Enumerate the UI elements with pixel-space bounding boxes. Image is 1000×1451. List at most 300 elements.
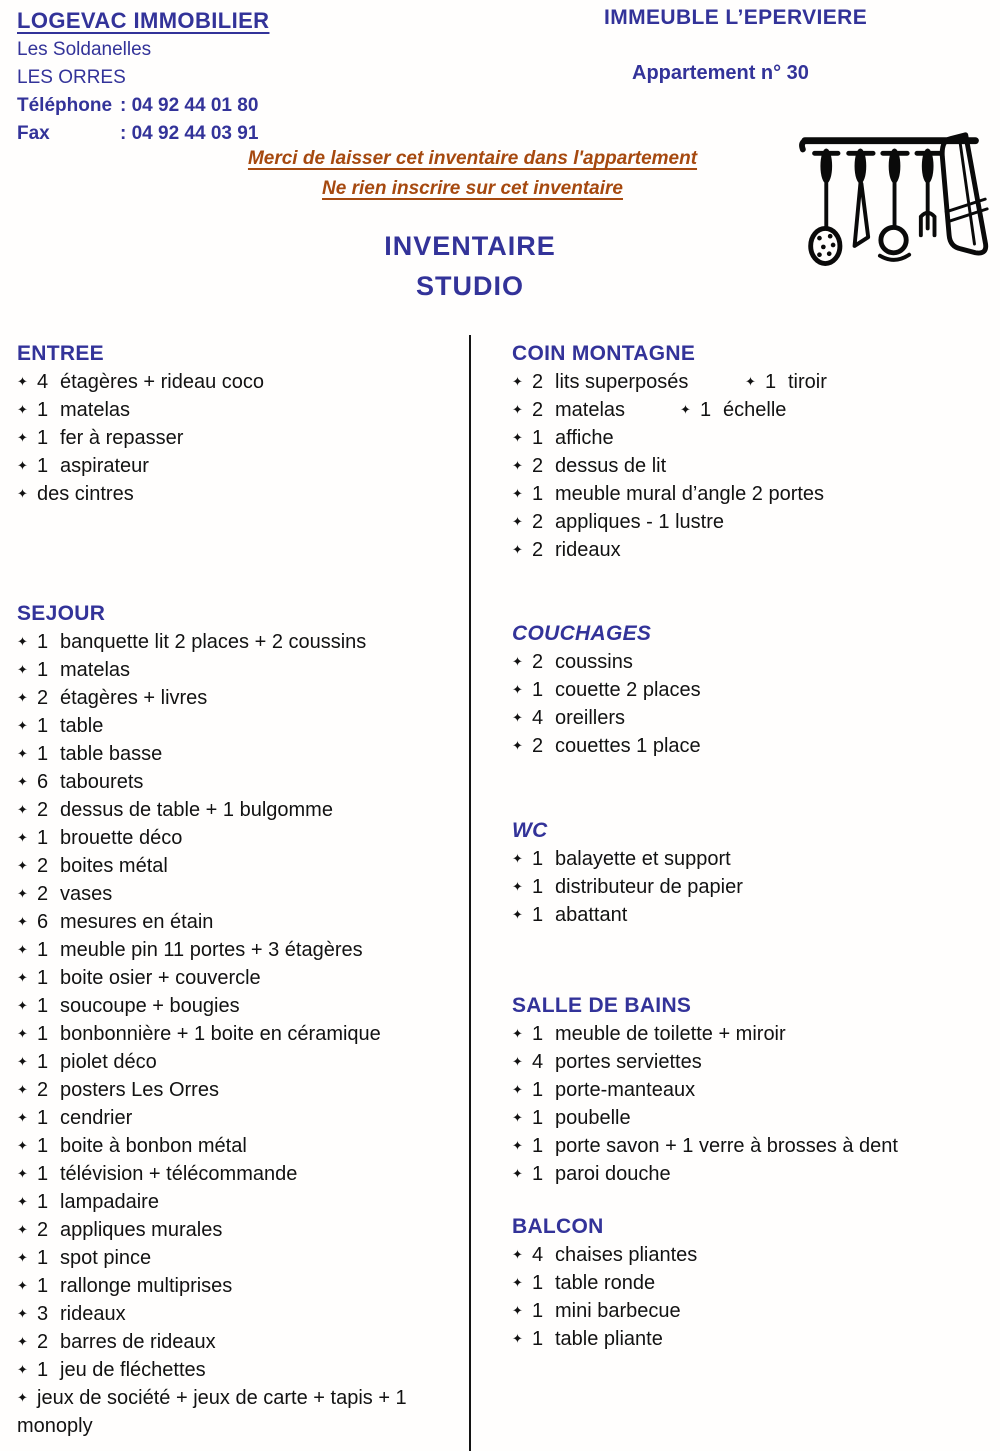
item-label: étagères + rideau coco (60, 371, 265, 393)
fax-label: Fax (17, 123, 50, 144)
diamond-bullet-icon: ✦ (17, 458, 28, 473)
inventory-item (17, 880, 465, 908)
item-part (17, 371, 264, 393)
diamond-bullet-icon: ✦ (17, 634, 28, 649)
agency-header (17, 6, 269, 148)
item-part (512, 1300, 681, 1322)
inventory-item (17, 964, 465, 992)
section-heading-sejour: SEJOUR (17, 602, 106, 625)
item-part (512, 511, 724, 533)
item-part (512, 904, 627, 926)
diamond-bullet-icon: ✦ (17, 746, 28, 761)
item-quantity: 1 (37, 455, 49, 477)
item-quantity: 1 (532, 427, 544, 449)
diamond-bullet-icon: ✦ (512, 458, 523, 473)
item-part (17, 1191, 159, 1213)
diamond-bullet-icon: ✦ (17, 942, 28, 957)
item-label: spot pince (60, 1247, 152, 1269)
diamond-bullet-icon: ✦ (17, 1026, 28, 1041)
item-quantity: 1 (37, 1051, 49, 1073)
diamond-bullet-icon: ✦ (745, 374, 756, 389)
diamond-bullet-icon: ✦ (512, 1275, 523, 1290)
item-quantity: 2 (532, 371, 544, 393)
item-quantity: 2 (532, 455, 544, 477)
item-part (17, 399, 130, 421)
item-quantity: 1 (37, 1023, 49, 1045)
diamond-bullet-icon: ✦ (17, 430, 28, 445)
item-label: boite à bonbon métal (60, 1135, 247, 1157)
item-label: posters Les Orres (60, 1079, 219, 1101)
item-label: meuble de toilette + miroir (555, 1023, 786, 1045)
item-label: vases (60, 883, 113, 905)
phone-label: Téléphone (17, 95, 113, 116)
inventory-item (17, 1048, 465, 1076)
diamond-bullet-icon: ✦ (17, 1362, 28, 1377)
item-label: affiche (555, 427, 614, 449)
item-quantity: 3 (37, 1303, 49, 1325)
inventory-item (17, 1020, 465, 1048)
item-part (17, 967, 261, 989)
inventory-item (17, 1244, 465, 1272)
item-part (512, 1107, 631, 1129)
apartment-number: Appartement n° 30 (632, 62, 809, 84)
item-label: couette 2 places (555, 679, 701, 701)
item-quantity: 1 (37, 659, 49, 681)
item-part (17, 1051, 157, 1073)
section-wc (512, 817, 998, 929)
notice-line-1: Merci de laisser cet inventaire dans l'appartement (247, 148, 698, 169)
item-part (512, 1163, 671, 1185)
item-part (17, 715, 103, 737)
item-label: table basse (60, 743, 163, 765)
diamond-bullet-icon: ✦ (17, 1334, 28, 1349)
item-quantity: 1 (532, 904, 544, 926)
item-quantity: 2 (37, 855, 49, 877)
inventory-item (512, 901, 998, 929)
item-quantity: 1 (37, 1359, 49, 1381)
document-title (0, 226, 940, 306)
inventory-item (17, 1104, 465, 1132)
diamond-bullet-icon: ✦ (17, 1054, 28, 1069)
item-part (512, 1135, 898, 1157)
item-quantity: 2 (532, 651, 544, 673)
item-part (512, 399, 625, 421)
item-label: échelle (723, 399, 787, 421)
item-label: matelas (555, 399, 626, 421)
item-part (17, 1275, 232, 1297)
inventory-item (17, 740, 465, 768)
diamond-bullet-icon: ✦ (512, 1026, 523, 1041)
item-part (17, 1107, 132, 1129)
inventory-item (512, 424, 998, 452)
section-heading-salle-de-bains: SALLE DE BAINS (512, 994, 692, 1017)
item-label: chaises pliantes (555, 1244, 698, 1266)
item-label: table ronde (555, 1272, 656, 1294)
inventory-item (17, 684, 465, 712)
inventory-item (512, 648, 998, 676)
item-part (17, 1359, 206, 1381)
section-sejour (17, 600, 465, 1440)
item-part (17, 995, 240, 1017)
diamond-bullet-icon: ✦ (17, 402, 28, 417)
inventory-item (512, 508, 998, 536)
building-name: IMMEUBLE L’EPERVIERE (604, 6, 868, 29)
item-part (17, 1163, 297, 1185)
item-part (17, 939, 363, 961)
section-heading-balcon: BALCON (512, 1215, 604, 1238)
diamond-bullet-icon: ✦ (17, 1194, 28, 1209)
item-part (512, 483, 824, 505)
item-quantity: 2 (37, 1331, 49, 1353)
diamond-bullet-icon: ✦ (512, 654, 523, 669)
item-label: meuble pin 11 portes + 3 étagères (60, 939, 363, 961)
diamond-bullet-icon: ✦ (512, 1138, 523, 1153)
item-quantity: 1 (532, 1079, 544, 1101)
item-quantity: 2 (37, 687, 49, 709)
residence-name: Les Soldanelles (17, 39, 152, 60)
item-label: appliques murales (60, 1219, 223, 1241)
diamond-bullet-icon: ✦ (17, 802, 28, 817)
inventory-item (512, 1160, 998, 1188)
title-line-2: STUDIO (415, 271, 524, 301)
item-part (512, 679, 701, 701)
inventory-item (17, 1188, 465, 1216)
item-quantity: 2 (532, 539, 544, 561)
city-name: LES ORRES (17, 67, 126, 88)
item-quantity: 6 (37, 771, 49, 793)
item-quantity: 2 (37, 883, 49, 905)
diamond-bullet-icon: ✦ (17, 1110, 28, 1125)
phone-line (17, 92, 269, 120)
item-label: couettes 1 place (555, 735, 701, 757)
item-part (17, 427, 183, 449)
item-label: portes serviettes (555, 1051, 702, 1073)
inventory-item (17, 852, 465, 880)
item-label: barres de rideaux (60, 1331, 216, 1353)
item-quantity: 1 (37, 427, 49, 449)
notice-line-2: Ne rien inscrire sur cet inventaire (322, 178, 623, 199)
inventory-item (17, 936, 465, 964)
item-label: jeu de fléchettes (60, 1359, 206, 1381)
item-quantity: 2 (532, 735, 544, 757)
diamond-bullet-icon: ✦ (512, 542, 523, 557)
inventory-item (17, 1356, 465, 1384)
diamond-bullet-icon: ✦ (17, 374, 28, 389)
section-item-list (17, 368, 465, 508)
item-quantity: 1 (37, 1163, 49, 1185)
inventory-item (512, 536, 998, 564)
item-part (17, 1247, 151, 1269)
item-part (512, 1272, 655, 1294)
right-column (512, 335, 998, 1353)
inventory-item (512, 676, 998, 704)
item-quantity: 4 (532, 707, 544, 729)
item-part (512, 707, 625, 729)
item-label: matelas (60, 659, 131, 681)
item-label: cendrier (60, 1107, 133, 1129)
inventory-item (17, 768, 465, 796)
inventory-item (17, 908, 465, 936)
item-part (680, 396, 786, 424)
item-part (17, 743, 162, 765)
item-label: piolet déco (60, 1051, 157, 1073)
fax-colon: : (120, 123, 127, 144)
item-quantity: 1 (532, 1272, 544, 1294)
item-part (512, 848, 731, 870)
diamond-bullet-icon: ✦ (17, 1222, 28, 1237)
item-quantity: 6 (37, 911, 49, 933)
inventory-item (512, 732, 998, 760)
inventory-item (512, 1076, 998, 1104)
diamond-bullet-icon: ✦ (17, 886, 28, 901)
inventory-item (512, 1269, 998, 1297)
item-label: lampadaire (60, 1191, 159, 1213)
inventory-item (17, 452, 465, 480)
diamond-bullet-icon: ✦ (17, 1166, 28, 1181)
item-part (17, 1303, 126, 1325)
diamond-bullet-icon: ✦ (17, 1138, 28, 1153)
diamond-bullet-icon: ✦ (17, 970, 28, 985)
item-label: tiroir (788, 371, 827, 393)
item-quantity: 1 (532, 1163, 544, 1185)
diamond-bullet-icon: ✦ (17, 1306, 28, 1321)
section-heading-couchages: COUCHAGES (512, 622, 652, 645)
item-part (17, 687, 207, 709)
inventory-item (512, 1241, 998, 1269)
diamond-bullet-icon: ✦ (17, 998, 28, 1013)
item-quantity: 1 (37, 743, 49, 765)
diamond-bullet-icon: ✦ (17, 1390, 28, 1405)
section-couchages (512, 620, 998, 760)
item-quantity: 1 (700, 399, 712, 421)
item-part (17, 883, 112, 905)
item-part (17, 1079, 219, 1101)
inventory-item (512, 1297, 998, 1325)
item-quantity: 1 (37, 1275, 49, 1297)
inventory-item (17, 796, 465, 824)
item-part (512, 1244, 697, 1266)
section-heading-wc: WC (512, 819, 548, 842)
section-heading-entree: ENTREE (17, 342, 104, 365)
item-quantity: 1 (37, 1191, 49, 1213)
item-label: oreillers (555, 707, 626, 729)
inventory-item (17, 628, 465, 656)
left-column (17, 335, 465, 1440)
inventory-item (17, 424, 465, 452)
item-part (512, 455, 666, 477)
item-label: balayette et support (555, 848, 731, 870)
inventory-item (17, 656, 465, 684)
item-label: aspirateur (60, 455, 149, 477)
item-part (17, 659, 130, 681)
item-quantity: 2 (532, 399, 544, 421)
item-label: porte-manteaux (555, 1079, 696, 1101)
item-part (512, 1023, 786, 1045)
diamond-bullet-icon: ✦ (17, 830, 28, 845)
inventory-item (17, 368, 465, 396)
item-quantity: 1 (37, 715, 49, 737)
section-item-list (17, 628, 465, 1440)
item-part (17, 827, 182, 849)
diamond-bullet-icon: ✦ (17, 1082, 28, 1097)
item-quantity: 1 (37, 631, 49, 653)
diamond-bullet-icon: ✦ (512, 1110, 523, 1125)
diamond-bullet-icon: ✦ (512, 1166, 523, 1181)
item-quantity: 2 (37, 799, 49, 821)
item-label: étagères + livres (60, 687, 208, 709)
inventory-item (17, 480, 465, 508)
item-quantity: 1 (532, 1300, 544, 1322)
inventory-item (512, 368, 998, 396)
inventory-item (17, 1216, 465, 1244)
item-part (512, 539, 621, 561)
inventory-item (512, 452, 998, 480)
item-part (512, 427, 614, 449)
item-part (17, 455, 149, 477)
item-label: bonbonnière + 1 boite en céramique (60, 1023, 381, 1045)
item-part (17, 631, 366, 653)
inventory-item (512, 480, 998, 508)
item-label: dessus de lit (555, 455, 667, 477)
title-line-1: INVENTAIRE (384, 231, 556, 261)
item-quantity: 2 (37, 1079, 49, 1101)
inventory-item (512, 1132, 998, 1160)
item-quantity: 1 (532, 848, 544, 870)
item-label: table pliante (555, 1328, 663, 1350)
item-label: fer à repasser (60, 427, 184, 449)
diamond-bullet-icon: ✦ (512, 879, 523, 894)
diamond-bullet-icon: ✦ (17, 1278, 28, 1293)
item-label: rallonge multiprises (60, 1275, 233, 1297)
diamond-bullet-icon: ✦ (17, 690, 28, 705)
item-part (17, 1387, 407, 1437)
section-item-list (512, 845, 998, 929)
diamond-bullet-icon: ✦ (512, 738, 523, 753)
section-item-list (512, 1241, 998, 1353)
item-label: boite osier + couvercle (60, 967, 261, 989)
item-quantity: 1 (532, 1135, 544, 1157)
inventory-item (17, 1272, 465, 1300)
item-part (512, 876, 743, 898)
section-heading-coin-montagne: COIN MONTAGNE (512, 342, 696, 365)
diamond-bullet-icon: ✦ (512, 1054, 523, 1069)
item-label: tabourets (60, 771, 144, 793)
item-part (17, 1023, 381, 1045)
diamond-bullet-icon: ✦ (17, 914, 28, 929)
section-item-list (512, 1020, 998, 1188)
diamond-bullet-icon: ✦ (512, 907, 523, 922)
inventory-item (17, 1328, 465, 1356)
item-quantity: 1 (37, 827, 49, 849)
item-label: dessus de table + 1 bulgomme (60, 799, 333, 821)
item-quantity: 1 (37, 1107, 49, 1129)
diamond-bullet-icon: ✦ (512, 682, 523, 697)
inventory-item (17, 1160, 465, 1188)
item-label: télévision + télécommande (60, 1163, 298, 1185)
item-label: banquette lit 2 places + 2 coussins (60, 631, 367, 653)
inventory-item (512, 1104, 998, 1132)
inventory-item (17, 1384, 465, 1440)
inventory-item (17, 712, 465, 740)
section-balcon (512, 1213, 998, 1353)
item-quantity: 1 (532, 483, 544, 505)
item-label: table (60, 715, 104, 737)
item-part (17, 1135, 247, 1157)
item-label: matelas (60, 399, 131, 421)
inventory-item (512, 873, 998, 901)
inventory-item (512, 1048, 998, 1076)
item-quantity: 1 (37, 399, 49, 421)
item-quantity: 1 (532, 876, 544, 898)
diamond-bullet-icon: ✦ (17, 774, 28, 789)
inventory-item (17, 396, 465, 424)
item-quantity: 1 (532, 1328, 544, 1350)
item-part (17, 855, 168, 877)
diamond-bullet-icon: ✦ (512, 710, 523, 725)
inventory-item (512, 704, 998, 732)
section-item-list (512, 648, 998, 760)
item-quantity: 2 (532, 511, 544, 533)
item-label: jeux de société + jeux de carte + tapis + 1 monoply (17, 1387, 407, 1437)
diamond-bullet-icon: ✦ (17, 486, 28, 501)
item-label: abattant (555, 904, 628, 926)
item-quantity: 1 (37, 967, 49, 989)
section-coin-montagne (512, 340, 998, 564)
item-label: distributeur de papier (555, 876, 743, 898)
item-quantity: 1 (37, 939, 49, 961)
diamond-bullet-icon: ✦ (17, 718, 28, 733)
item-quantity: 2 (37, 1219, 49, 1241)
fax-number: 04 92 44 03 91 (131, 123, 259, 144)
agency-name: LOGEVAC IMMOBILIER (17, 8, 270, 33)
diamond-bullet-icon: ✦ (512, 430, 523, 445)
item-label: meuble mural d’angle 2 portes (555, 483, 825, 505)
diamond-bullet-icon: ✦ (512, 402, 523, 417)
inventory-item (17, 1300, 465, 1328)
diamond-bullet-icon: ✦ (17, 858, 28, 873)
item-label: soucoupe + bougies (60, 995, 240, 1017)
item-quantity: 1 (532, 1107, 544, 1129)
item-label: mesures en étain (60, 911, 214, 933)
item-quantity: 1 (37, 1247, 49, 1269)
phone-colon: : (120, 95, 127, 116)
item-part (17, 799, 333, 821)
item-part (17, 1331, 216, 1353)
diamond-bullet-icon: ✦ (512, 374, 523, 389)
inventory-item (17, 1076, 465, 1104)
item-quantity: 4 (37, 371, 49, 393)
inventory-item (512, 1325, 998, 1353)
item-label: porte savon + 1 verre à brosses à dent (555, 1135, 898, 1157)
item-part (512, 651, 633, 673)
section-item-list (512, 368, 998, 564)
item-quantity: 4 (532, 1051, 544, 1073)
item-part (512, 735, 701, 757)
item-part (512, 1328, 663, 1350)
item-label: rideaux (555, 539, 621, 561)
item-label: appliques - 1 lustre (555, 511, 724, 533)
section-entree (17, 340, 465, 508)
diamond-bullet-icon: ✦ (512, 1331, 523, 1346)
column-divider (469, 335, 471, 1451)
item-part (17, 1219, 222, 1241)
item-label: paroi douche (555, 1163, 671, 1185)
item-label: brouette déco (60, 827, 183, 849)
diamond-bullet-icon: ✦ (17, 662, 28, 677)
item-part (745, 368, 827, 396)
item-quantity: 1 (765, 371, 777, 393)
inventory-item (512, 1020, 998, 1048)
